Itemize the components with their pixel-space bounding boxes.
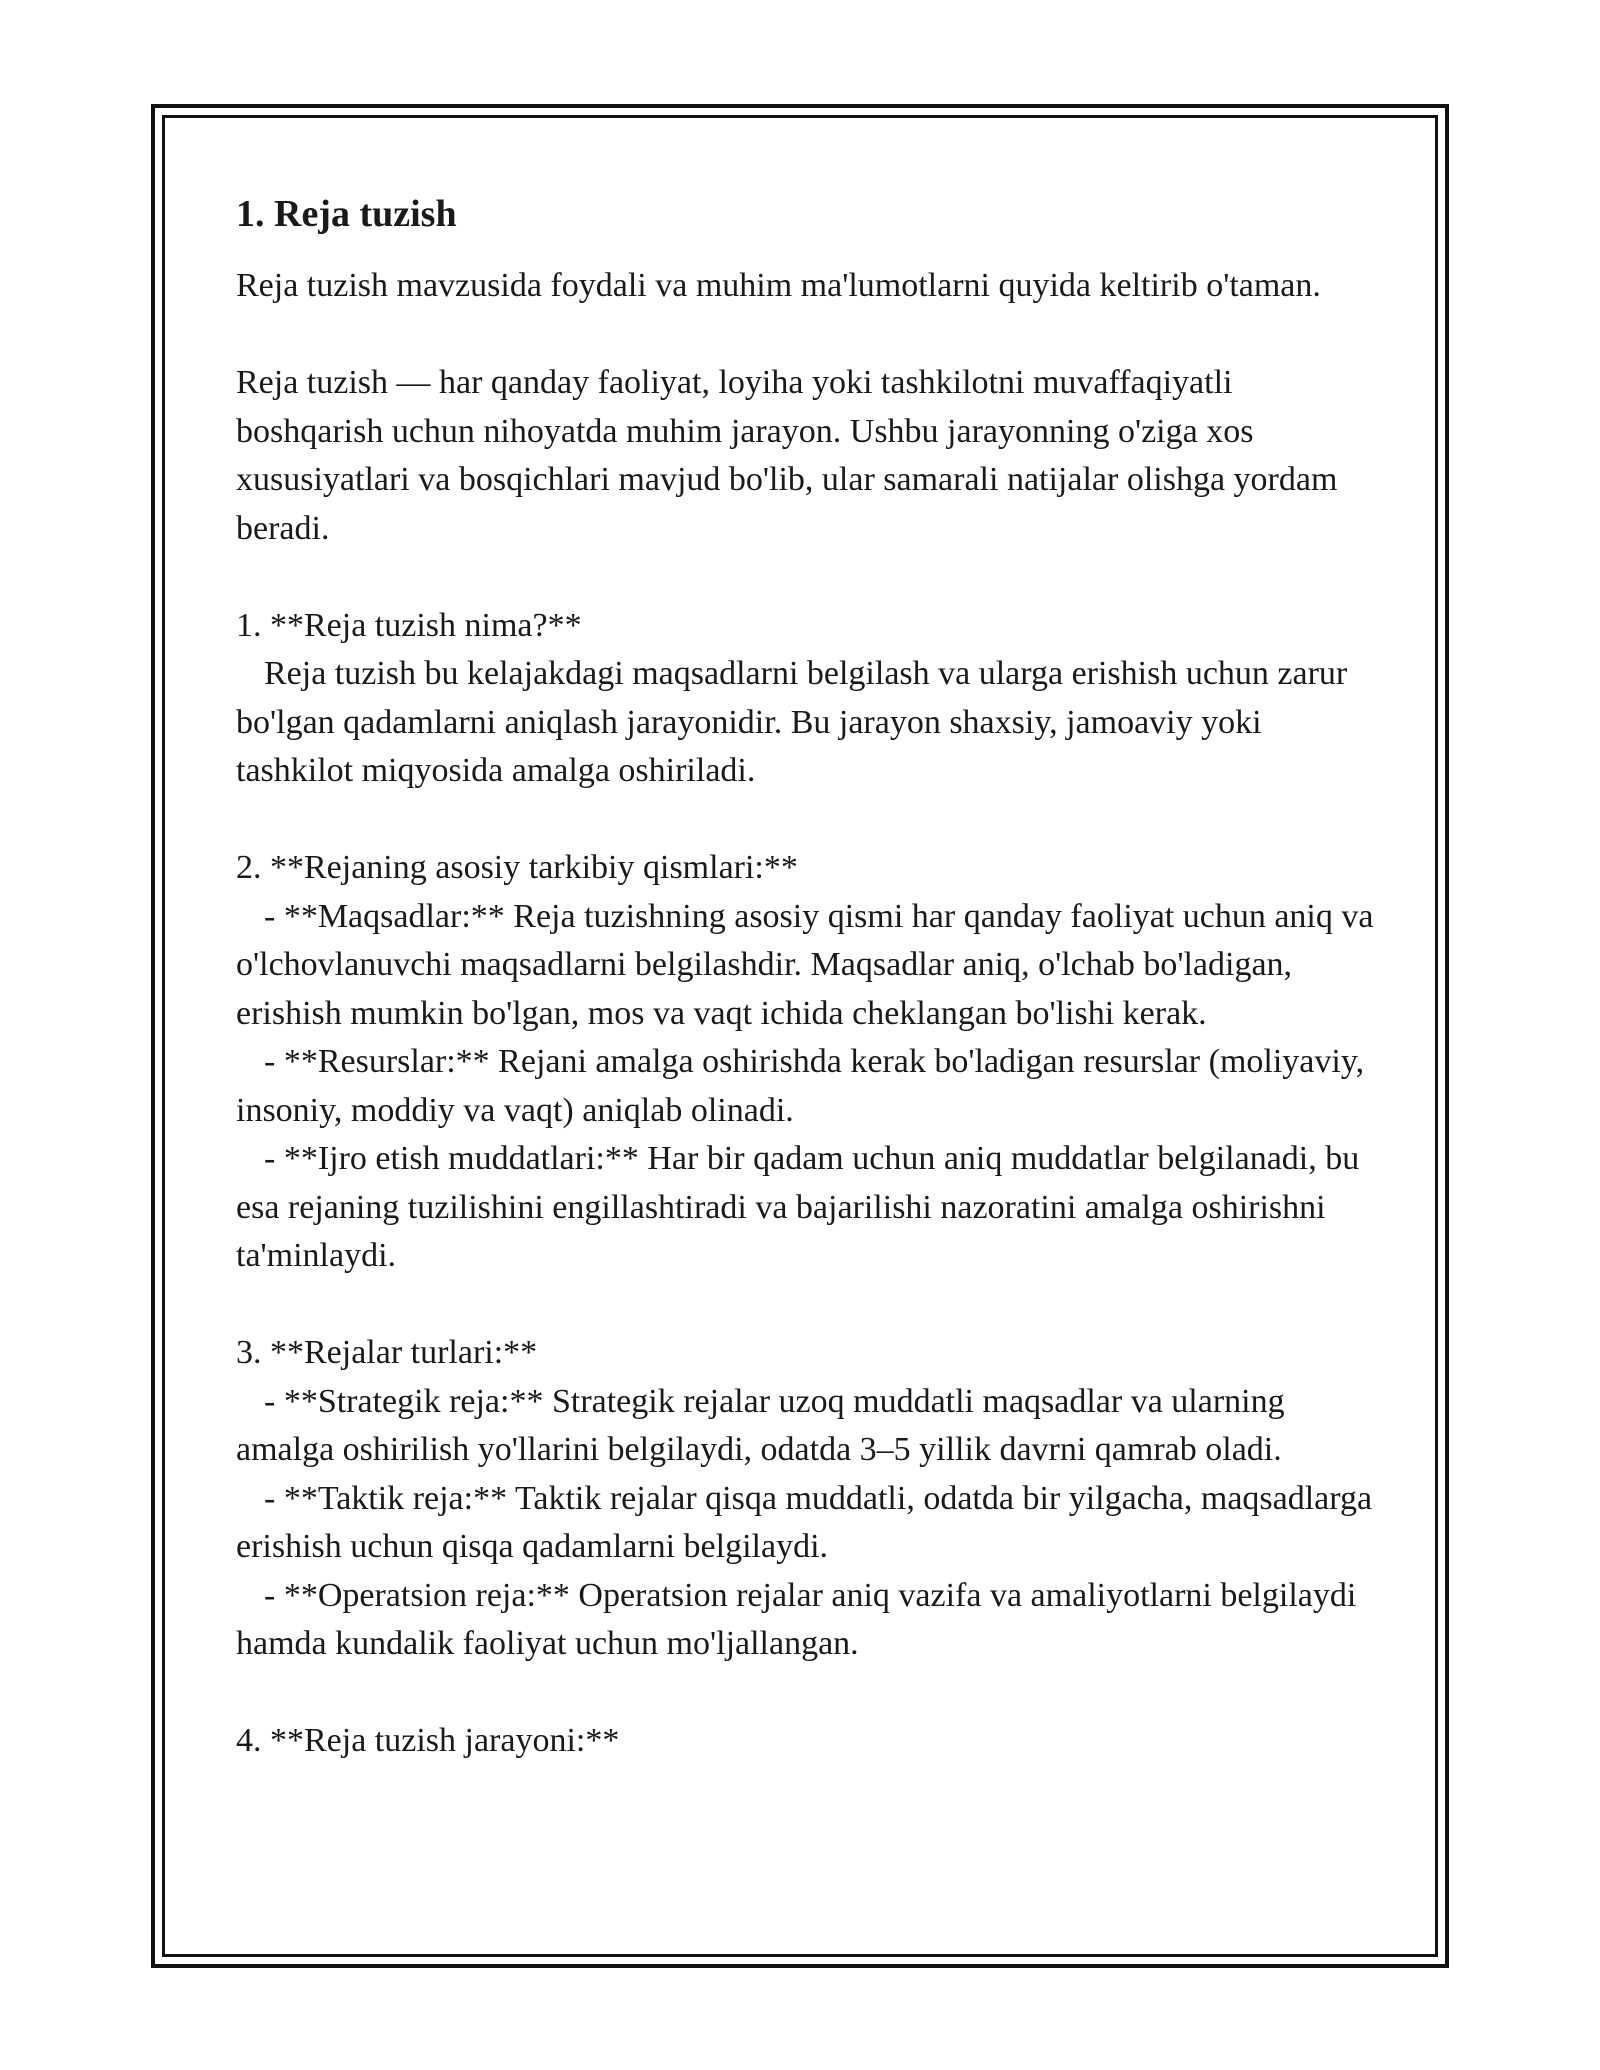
- section-1-heading: 1. **Reja tuzish nima?**: [236, 606, 582, 644]
- section-1-body: [236, 650, 1386, 796]
- section-1-body-text: Reja tuzish bu kelajakdagi maqsadlarni belgilash va ularga erishish uchun zarur bo'lgan qadamlarni aniqlash jarayonidir. Bu jarayon shaxsiy, jamoaviy yoki tashkilot miqyosida amalga oshiriladi.: [236, 655, 1348, 789]
- section-4-heading: 4. **Reja tuzish jarayoni:**: [236, 1722, 620, 1759]
- section-3-item: [236, 1378, 1386, 1475]
- overview-paragraph: Reja tuzish — har qanday faoliyat, loyiha yoki tashkilotni muvaffaqiyatli boshqarish uchun nihoyatda muhim jarayon. Ushbu jarayonning o'ziga xos xususiyatlari va bosqichlari mavjud bo'lib, ular samarali natijalar olishga yordam beradi.: [236, 364, 1338, 547]
- intro-paragraph: Reja tuzish mavzusida foydali va muhim ma'lumotlarni quyida keltirib o'taman.: [236, 267, 1321, 304]
- section-3-item-text: - **Taktik reja:** Taktik rejalar qisqa muddatli, odatda bir yilgacha, maqsadlarga erishish uchun qisqa qadamlarni belgilaydi.: [236, 1479, 1373, 1565]
- section-2-item-text: - **Ijro etish muddatlari:** Har bir qadam uchun aniq muddatlar belgilanadi, bu esa rejaning tuzilishini engillashtiradi va bajarilishi nazoratini amalga oshirishni ta'minlaydi.: [236, 1140, 1360, 1274]
- document-title: 1. Reja tuzish: [236, 193, 457, 235]
- section-2-heading: 2. **Rejaning asosiy tarkibiy qismlari:**: [236, 849, 798, 886]
- document-body: [236, 188, 1386, 1766]
- section-3-item-text: - **Strategik reja:** Strategik rejalar uzoq muddatli maqsadlar va ularning amalga oshirilish yo'llarini belgilaydi, odatda 3–5 yillik davrni qamrab oladi.: [236, 1382, 1285, 1468]
- section-2-item: [236, 1135, 1386, 1281]
- section-3-item-text: - **Operatsion reja:** Operatsion rejalar aniq vazifa va amaliyotlarni belgilaydi hamda kundalik faoliyat uchun mo'ljallangan.: [236, 1576, 1357, 1662]
- section-3-item: [236, 1475, 1386, 1572]
- section-2-item: [236, 893, 1386, 1039]
- section-2-item-text: - **Maqsadlar:** Reja tuzishning asosiy qismi har qanday faoliyat uchun aniq va o'lchovlanuvchi maqsadlarni belgilashdir. Maqsadlar aniq, o'lchab bo'ladigan, erishish mumkin bo'lgan, mos va vaqt ichida cheklangan bo'lishi kerak.: [236, 897, 1374, 1032]
- section-3-heading: 3. **Rejalar turlari:**: [236, 1334, 538, 1371]
- section-2-item-text: - **Resurslar:** Rejani amalga oshirishda kerak bo'ladigan resurslar (moliyaviy, insoniy, moddiy va vaqt) aniqlab olinadi.: [236, 1043, 1365, 1129]
- section-2-item: [236, 1038, 1386, 1135]
- section-3-item: [236, 1572, 1386, 1669]
